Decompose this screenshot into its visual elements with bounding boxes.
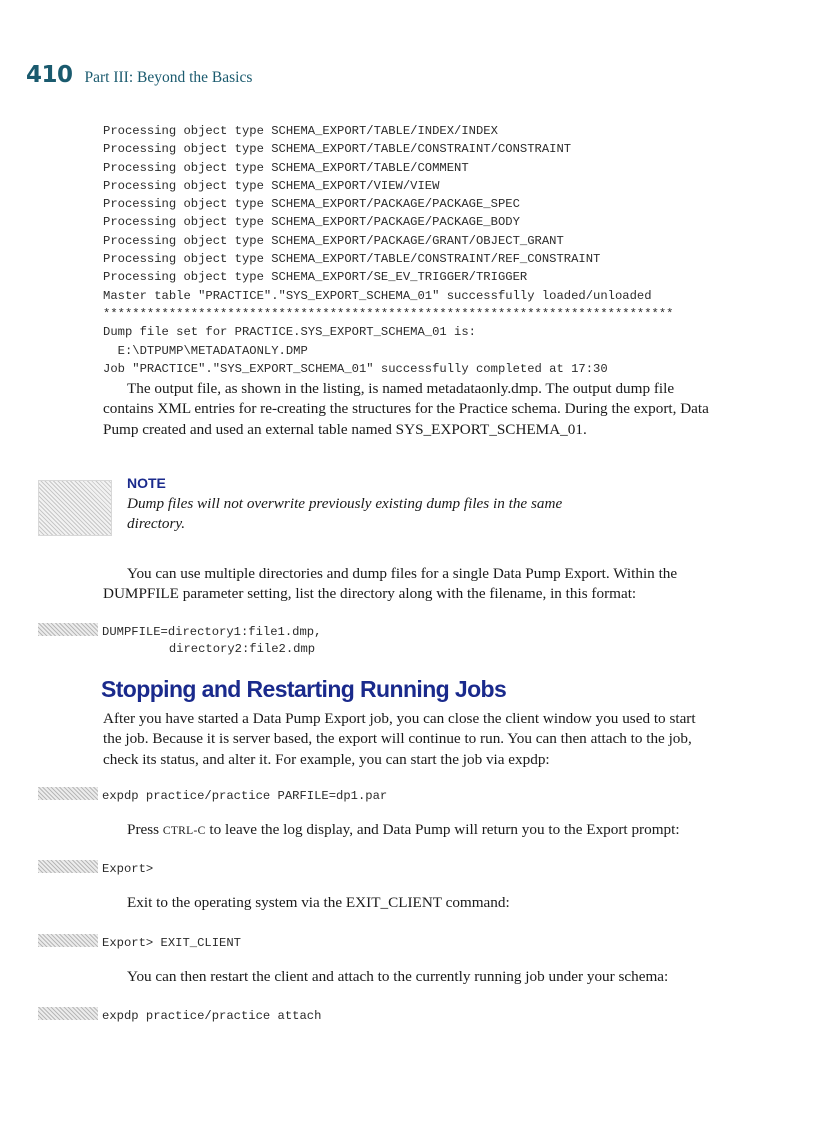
part-title: Part III: Beyond the Basics	[84, 69, 253, 86]
log-line: E:\DTPUMP\METADATAONLY.DMP	[103, 343, 308, 358]
note-label: NOTE	[127, 475, 166, 491]
code-line: Export>	[102, 862, 154, 876]
log-line: Master table "PRACTICE"."SYS_EXPORT_SCHEMA_01" successfully loaded/unloaded	[103, 288, 652, 303]
paragraph-output-file: The output file, as shown in the listing, is named metadataonly.dmp. The output dump file contains XML entries for re-creating the structures for the Practice schema. During the export, Data Pump created and used an external table named SYS_EXPORT_SCHEMA_01.	[103, 380, 709, 438]
paragraph-restart-client: You can then restart the client and attach to the currently running job under your schema:	[127, 968, 669, 985]
key-combination: CTRL-C	[162, 825, 206, 837]
code-export-prompt	[38, 859, 153, 878]
code-marker-icon	[38, 1007, 98, 1020]
paragraph-ctrl-c: Press CTRL-C to leave the log display, and Data Pump will return you to the Export prompt:	[127, 821, 680, 838]
log-line: Processing object type SCHEMA_EXPORT/TABLE/COMMENT	[103, 160, 469, 175]
log-line: Processing object type SCHEMA_EXPORT/PACKAGE/PACKAGE_BODY	[103, 215, 520, 230]
code-line: directory2:file2.dmp	[103, 642, 316, 656]
log-line: Processing object type SCHEMA_EXPORT/PACKAGE/GRANT/OBJECT_GRANT	[103, 233, 564, 248]
code-exit-client	[38, 933, 241, 952]
code-marker-icon	[38, 787, 98, 800]
code-marker-icon	[38, 934, 98, 947]
log-line: Job "PRACTICE"."SYS_EXPORT_SCHEMA_01" successfully completed at 17:30	[103, 361, 608, 376]
log-line: Processing object type SCHEMA_EXPORT/TABLE/CONSTRAINT/REF_CONSTRAINT	[103, 252, 601, 267]
log-separator: ******************************************************************************	[103, 306, 674, 321]
log-line: Processing object type SCHEMA_EXPORT/SE_EV_TRIGGER/TRIGGER	[103, 270, 528, 285]
code-line: expdp practice/practice PARFILE=dp1.par	[102, 789, 388, 803]
running-header	[26, 62, 252, 92]
paragraph-exit-client: Exit to the operating system via the EXIT_CLIENT command:	[127, 894, 510, 911]
paragraph-stopping-jobs: After you have started a Data Pump Export job, you can close the client window you used to start the job. Because it is server based, the export will continue to run. You can then attach to the job, check its status, and alter it. For example, you can start the job via expdp:	[103, 710, 696, 768]
code-expdp	[38, 786, 387, 805]
note-icon	[38, 480, 112, 536]
log-line: Processing object type SCHEMA_EXPORT/PACKAGE/PACKAGE_SPEC	[103, 197, 520, 212]
log-line: Processing object type SCHEMA_EXPORT/TABLE/CONSTRAINT/CONSTRAINT	[103, 142, 572, 157]
code-dumpfile	[38, 622, 321, 641]
export-log-output	[103, 122, 673, 378]
note-text: Dump files will not overwrite previously existing dump files in the same directory.	[127, 495, 563, 533]
code-line: Export> EXIT_CLIENT	[102, 936, 241, 950]
paragraph-multiple-directories: You can use multiple directories and dump files for a single Data Pump Export. Within the DUMPFILE parameter setting, list the directory along with the filename, in this format:	[103, 565, 678, 603]
code-marker-icon	[38, 623, 98, 636]
section-heading: Stopping and Restarting Running Jobs	[101, 676, 507, 702]
log-line: Dump file set for PRACTICE.SYS_EXPORT_SCHEMA_01 is:	[103, 325, 476, 340]
code-line: DUMPFILE=directory1:file1.dmp,	[102, 625, 322, 639]
page-number: 410	[26, 62, 73, 88]
code-line: expdp practice/practice attach	[102, 1009, 322, 1023]
code-marker-icon	[38, 860, 98, 873]
log-line: Processing object type SCHEMA_EXPORT/TABLE/INDEX/INDEX	[103, 124, 498, 138]
code-attach	[38, 1006, 321, 1025]
log-line: Processing object type SCHEMA_EXPORT/VIEW/VIEW	[103, 178, 440, 193]
